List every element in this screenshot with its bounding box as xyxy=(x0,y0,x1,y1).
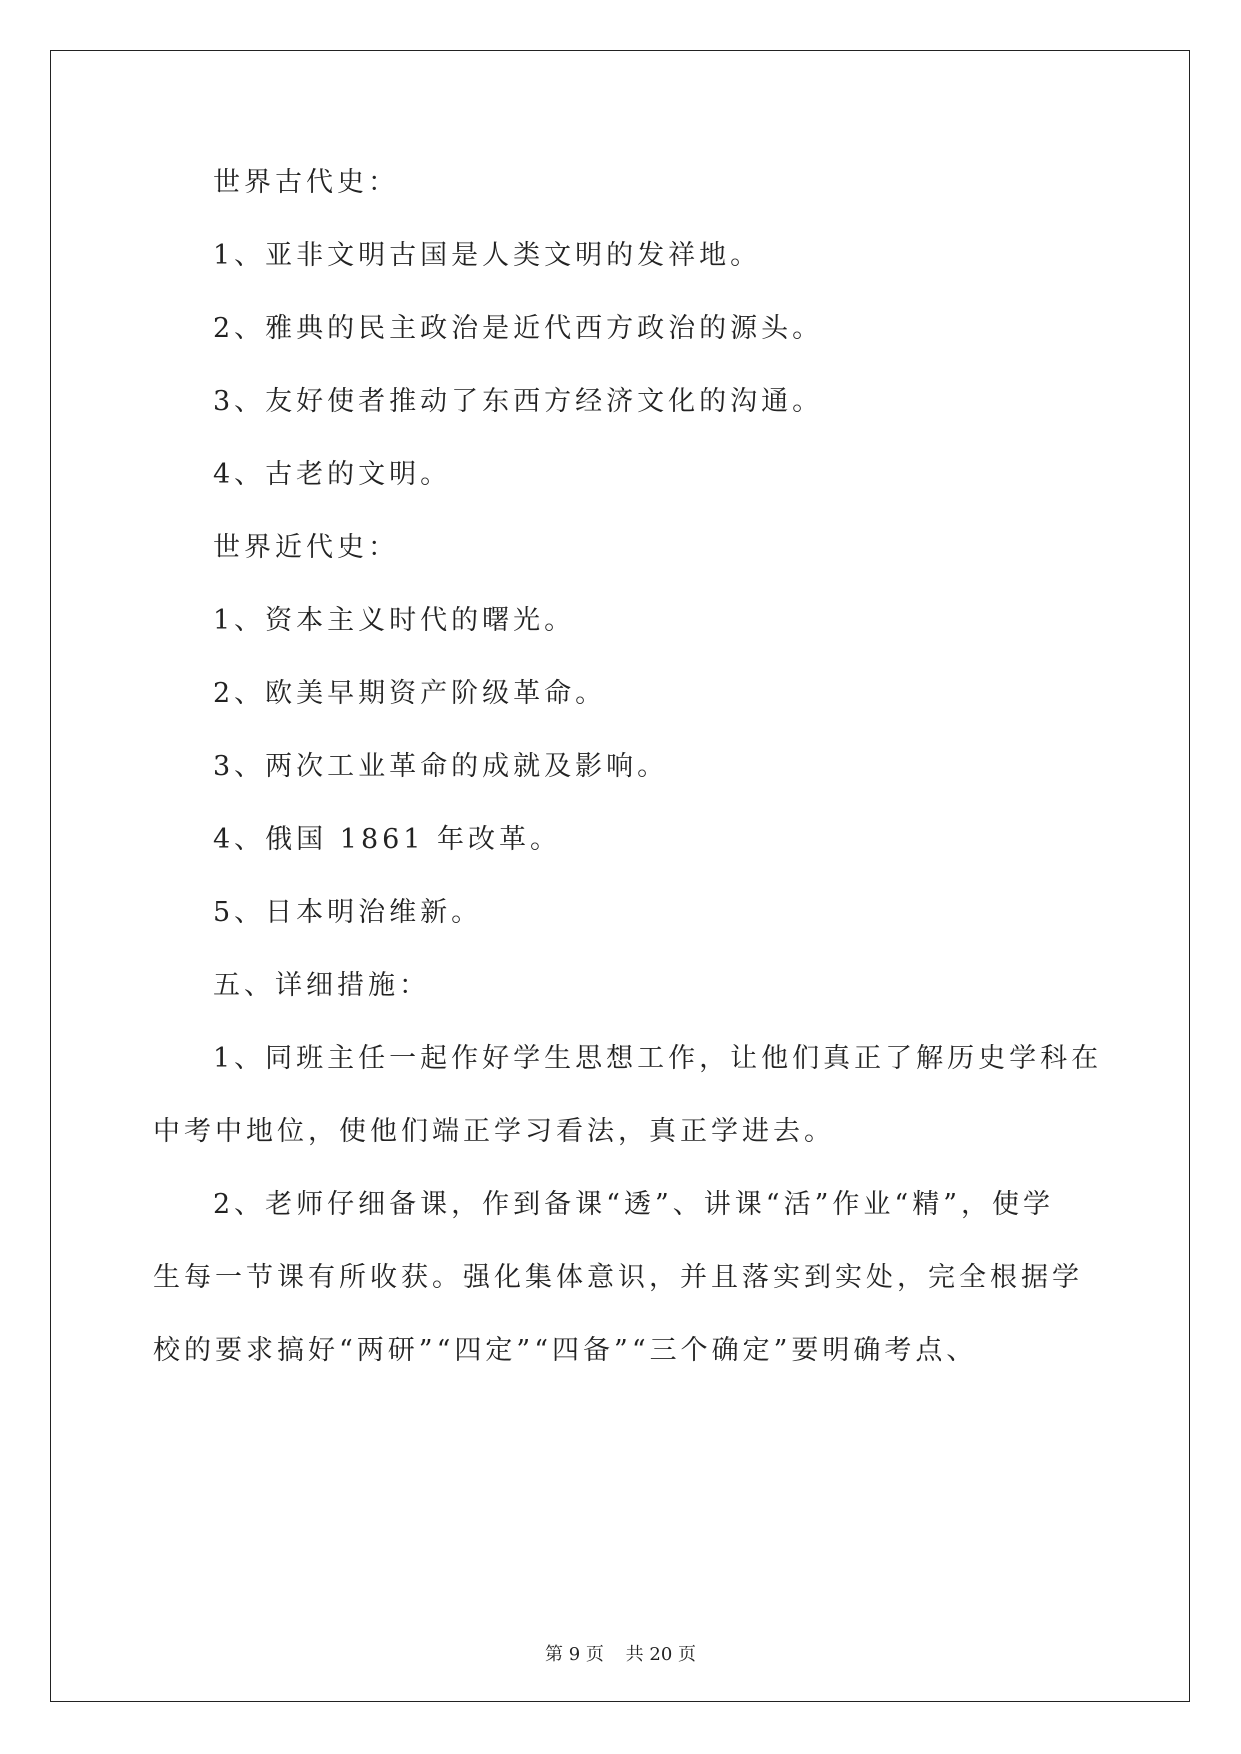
paragraph-line: 3、友好使者推动了东西方经济文化的沟通。 xyxy=(213,386,824,417)
paragraph-line: 5、日本明治维新。 xyxy=(213,897,483,928)
heading-modern-history: 世界近代史： xyxy=(213,532,399,563)
paragraph-line: 2、欧美早期资产阶级革命。 xyxy=(213,678,607,709)
heading-measures: 五、详细措施： xyxy=(213,970,430,1001)
heading-ancient-history: 世界古代史： xyxy=(213,167,399,198)
paragraph-line: 1、同班主任一起作好学生思想工作，让他们真正了解历史学科在 xyxy=(213,1043,1103,1074)
paragraph-line: 生每一节课有所收获。强化集体意识，并且落实到实处，完全根据学 xyxy=(153,1262,1083,1293)
page-number: 第 9 页 xyxy=(545,1644,604,1665)
paragraph-line: 4、古老的文明。 xyxy=(213,459,452,490)
paragraph-line: 3、两次工业革命的成就及影响。 xyxy=(213,751,669,782)
paragraph-line: 中考中地位，使他们端正学习看法，真正学进去。 xyxy=(153,1116,835,1147)
page-total: 共 20 页 xyxy=(625,1644,696,1665)
paragraph-line: 1、亚非文明古国是人类文明的发祥地。 xyxy=(213,240,762,271)
page-footer xyxy=(0,1640,1241,1666)
paragraph-line: 1、资本主义时代的曙光。 xyxy=(213,605,576,636)
paragraph-line: 2、雅典的民主政治是近代西方政治的源头。 xyxy=(213,313,824,344)
page-border xyxy=(50,50,1190,1702)
paragraph-line: 校的要求搞好“两研”“四定”“四备”“三个确定”要明确考点、 xyxy=(153,1335,978,1366)
paragraph-line: 2、老师仔细备课，作到备课“透”、讲课“活”作业“精”，使学 xyxy=(213,1189,1054,1220)
paragraph-line: 4、俄国 1861 年改革。 xyxy=(213,824,562,855)
